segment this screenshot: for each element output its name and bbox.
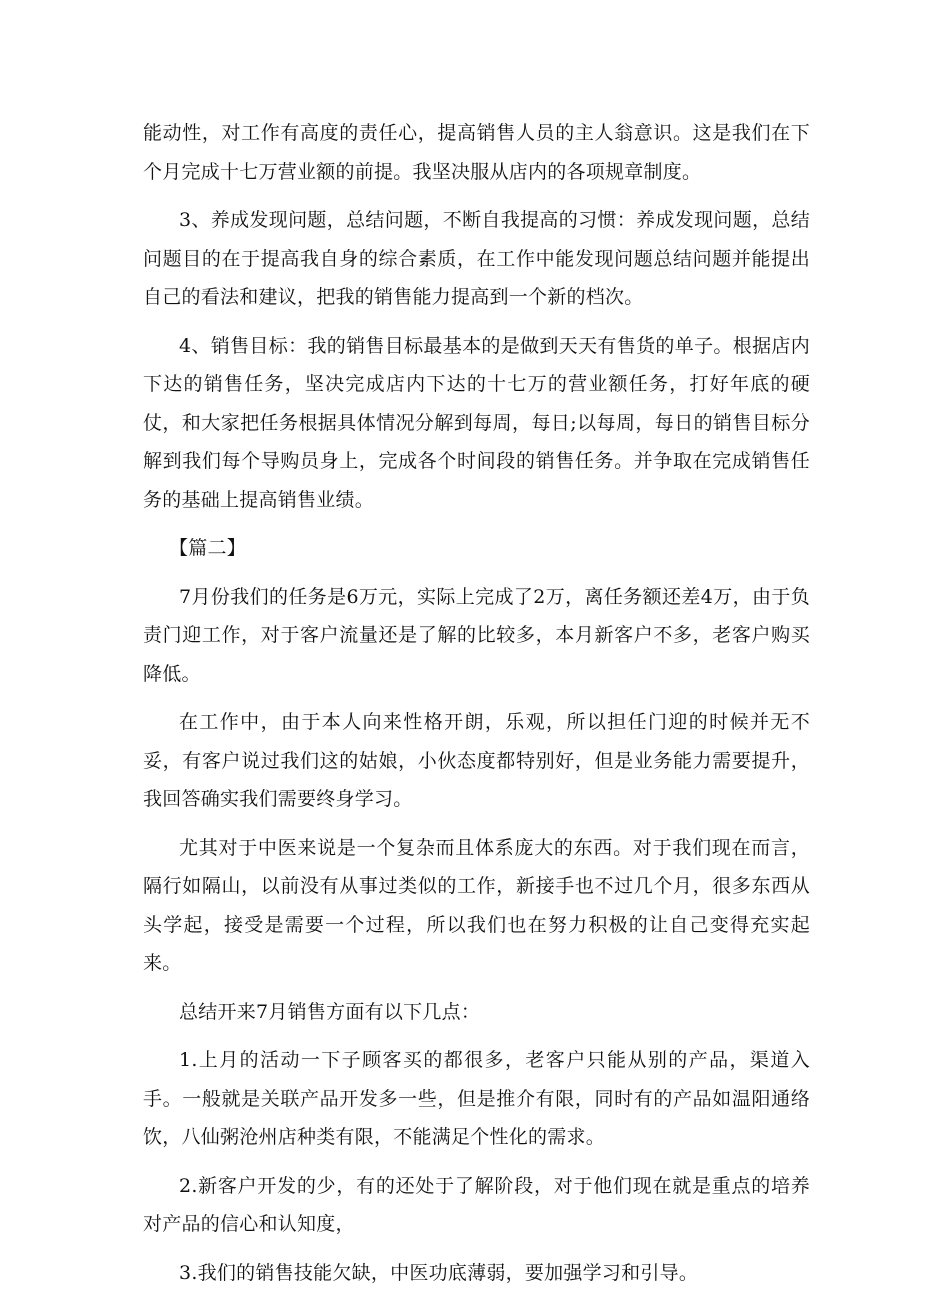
paragraph-item-3: 3、养成发现问题，总结问题，不断自我提高的习惯：养成发现问题，总结问题目的在于提高我自身的综合素质，在工作中能发现问题总结问题并能提出自己的看法和建议，把我的销售能力提高到一个新的档次。	[143, 201, 810, 317]
list-item-3: 3.我们的销售技能欠缺，中医功底薄弱，要加强学习和引导。	[143, 1254, 810, 1292]
list-item-2: 2.新客户开发的少，有的还处于了解阶段，对于他们现在就是重点的培养对产品的信心和认知度，	[143, 1167, 810, 1244]
paragraph-continuation: 能动性，对工作有高度的责任心，提高销售人员的主人翁意识。这是我们在下个月完成十七万营业额的前提。我坚决服从店内的各项规章制度。	[143, 114, 810, 191]
paragraph-july-task: 7月份我们的任务是6万元，实际上完成了2万，离任务额还差4万，由于负责门迎工作，对于客户流量还是了解的比较多，本月新客户不多，老客户购买降低。	[143, 578, 810, 694]
paragraph-item-4: 4、销售目标：我的销售目标最基本的是做到天天有售货的单子。根据店内下达的销售任务，坚决完成店内下达的十七万的营业额任务，打好年底的硬仗，和大家把任务根据具体情况分解到每周，每日;以每周，每日的销售目标分解到我们每个导购员身上，完成各个时间段的销售任务。并争取在完成销售任务的基础上提高销售业绩。	[143, 327, 810, 520]
section-heading: 【篇二】	[143, 529, 810, 568]
paragraph-work-attitude: 在工作中，由于本人向来性格开朗，乐观，所以担任门迎的时候并无不妥，有客户说过我们这的姑娘，小伙态度都特别好，但是业务能力需要提升，我回答确实我们需要终身学习。	[143, 703, 810, 819]
list-item-1: 1.上月的活动一下子顾客买的都很多，老客户只能从别的产品，渠道入手。一般就是关联产品开发多一些，但是推介有限，同时有的产品如温阳通络饮，八仙粥沧州店种类有限，不能满足个性化的需求。	[143, 1041, 810, 1157]
paragraph-tcm-learning: 尤其对于中医来说是一个复杂而且体系庞大的东西。对于我们现在而言，隔行如隔山，以前没有从事过类似的工作，新接手也不过几个月，很多东西从头学起，接受是需要一个过程，所以我们也在努力积极的让自己变得充实起来。	[143, 829, 810, 983]
paragraph-summary-intro: 总结开来7月销售方面有以下几点：	[143, 993, 810, 1032]
